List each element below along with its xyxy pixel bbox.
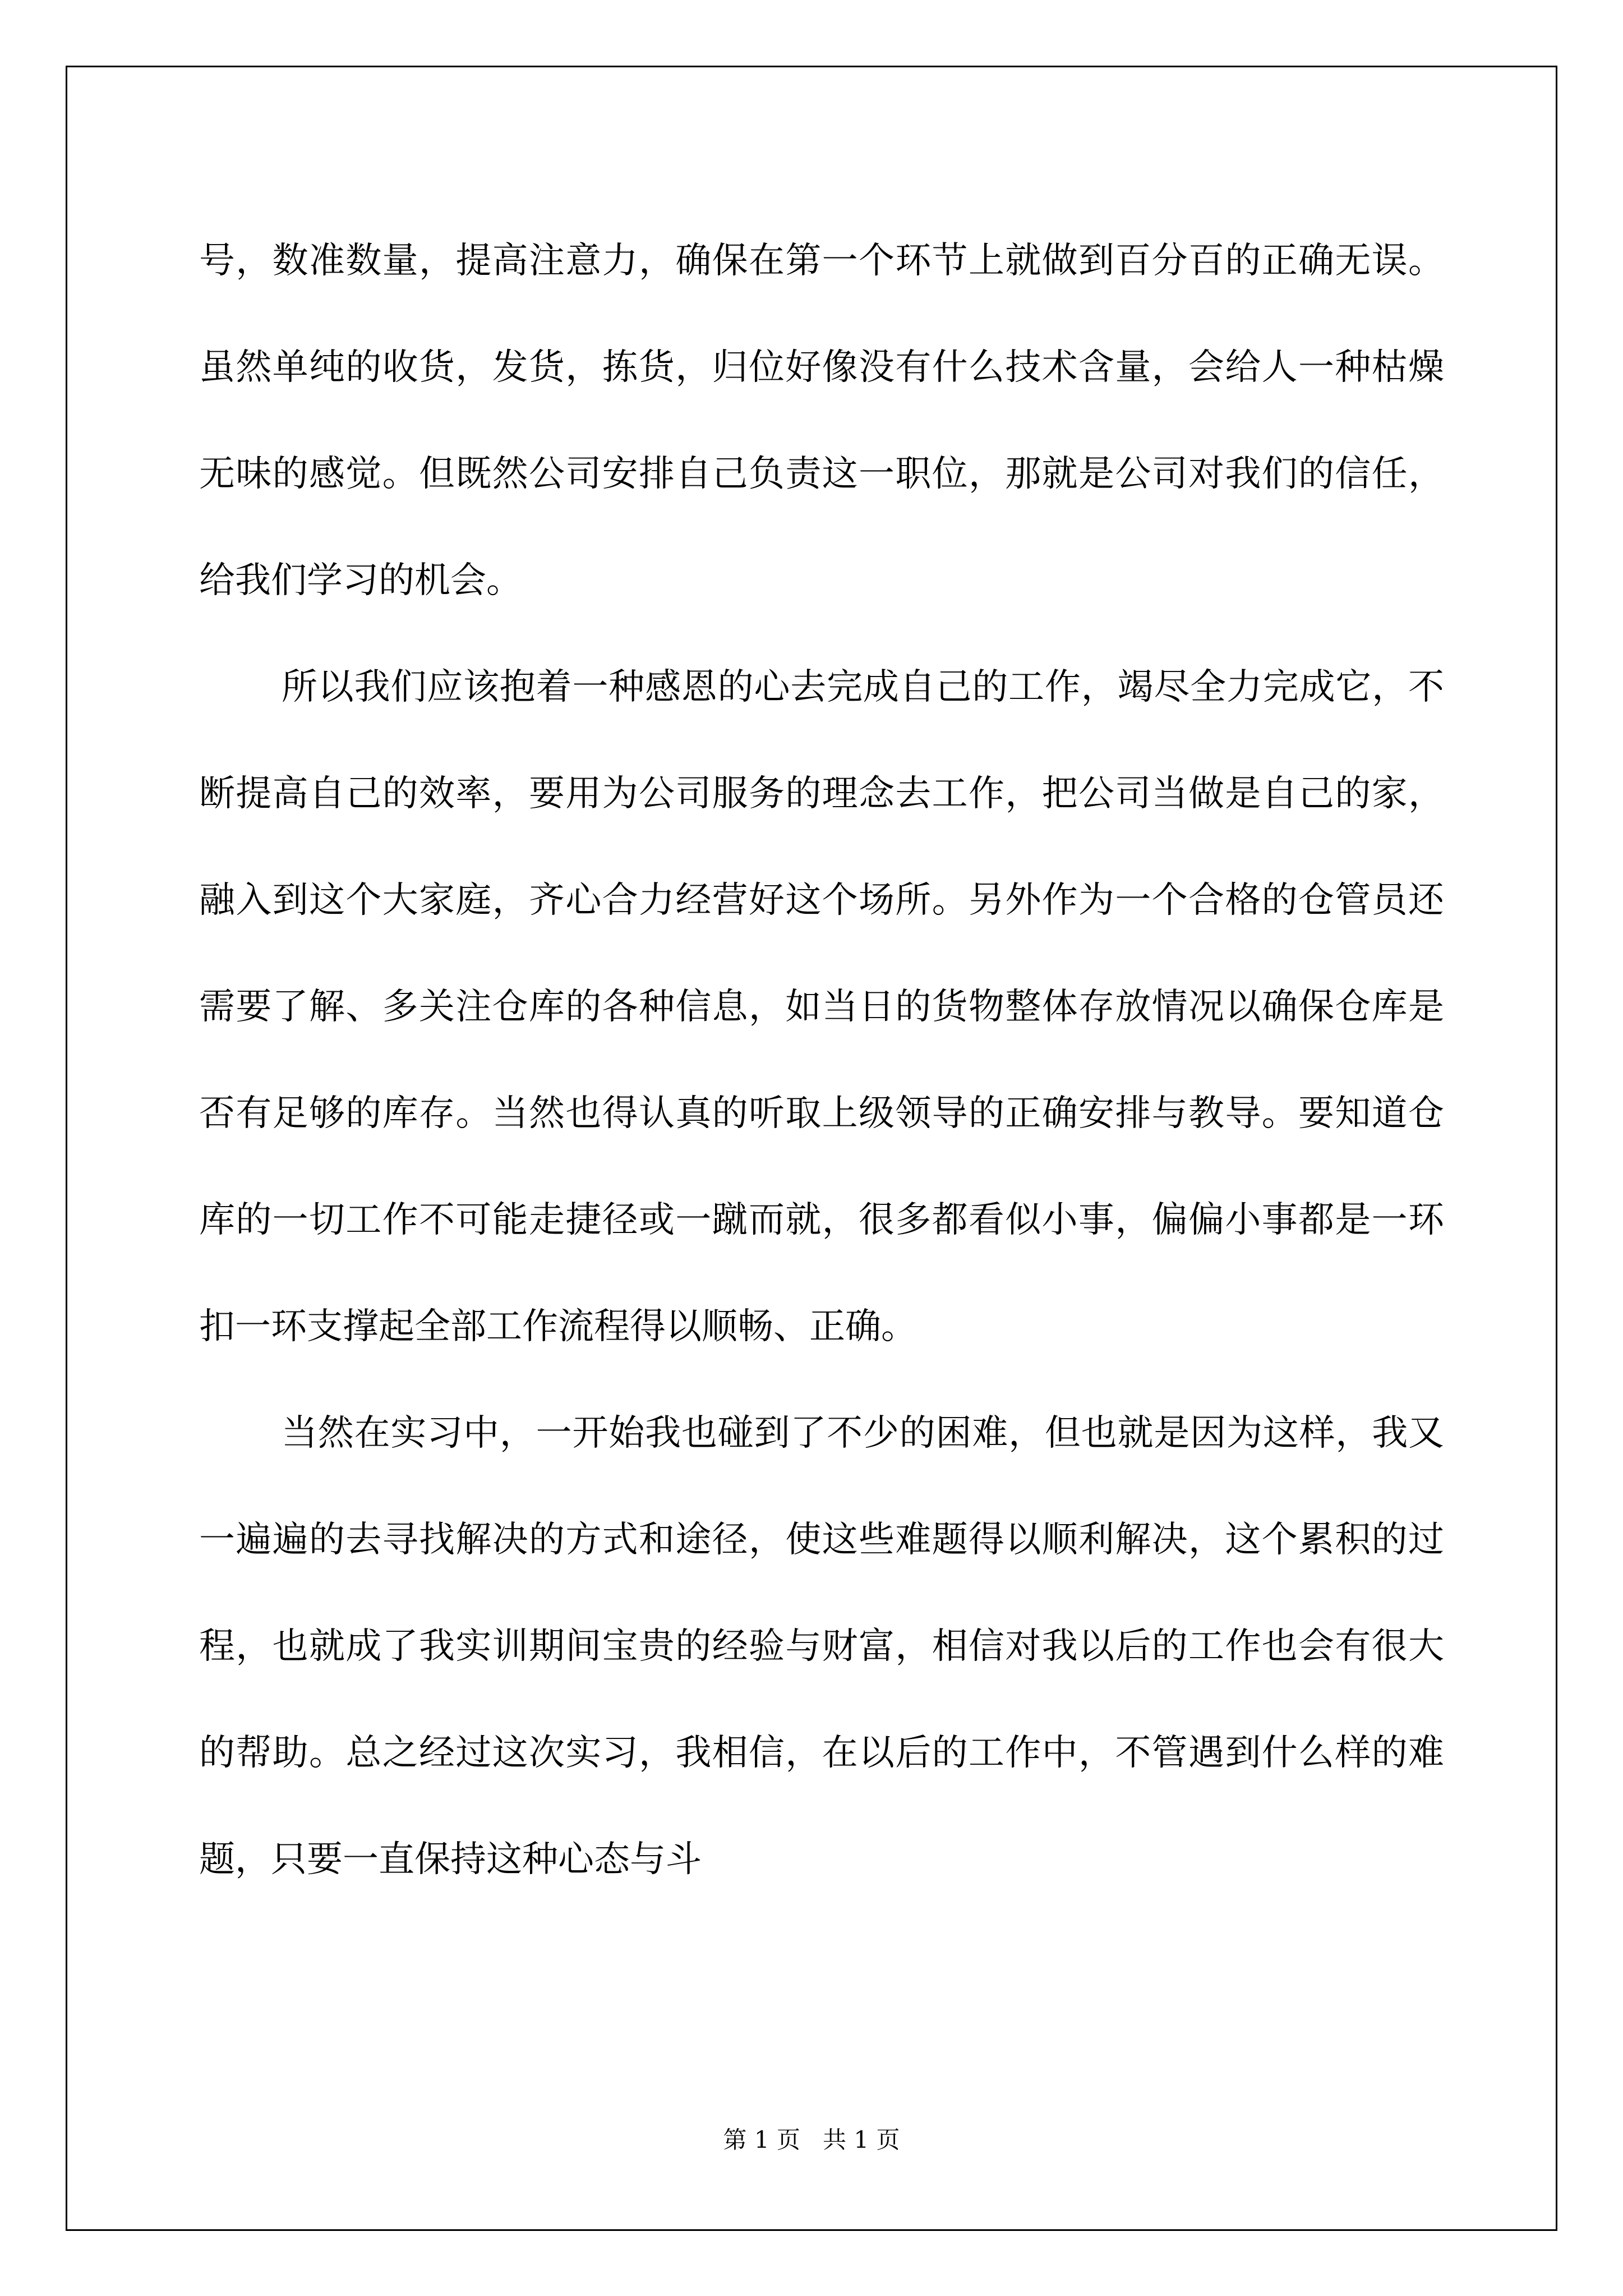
paragraph-2: 所以我们应该抱着一种感恩的心去完成自己的工作，竭尽全力完成它，不断提高自己的效率，要用为公司服务的理念去工作，把公司当做是自己的家，融入到这个大家庭，齐心合力经营好这个场所。另外作为一个合格的仓管员还需要了解、多关注仓库的各种信息，如当日的货物整体存放情况以确保仓库是否有足够的库存。当然也得认真的听取上级领导的正确安排与教导。要知道仓库的一切工作不可能走捷径或一蹴而就，很多都看似小事，偏偏小事都是一环扣一环支撑起全部工作流程得以顺畅、正确。 [199, 666, 1444, 1347]
page-footer: 第 1 页 共 1 页 [723, 2126, 900, 2154]
document-body [199, 208, 1444, 1913]
paragraph-1: 号，数准数量，提高注意力，确保在第一个环节上就做到百分百的正确无误。虽然单纯的收货，发货，拣货，归位好像没有什么技术含量，会给人一种枯燥无味的感觉。但既然公司安排自己负责这一职位，那就是公司对我们的信任，给我们学习的机会。 [199, 240, 1444, 601]
paragraph-3: 当然在实习中，一开始我也碰到了不少的困难，但也就是因为这样，我又一遍遍的去寻找解决的方式和途径，使这些难题得以顺利解决，这个累积的过程，也就成了我实训期间宝贵的经验与财富，相信对我以后的工作也会有很大的帮助。总之经过这次实习，我相信，在以后的工作中，不管遇到什么样的难题，只要一直保持这种心态与斗 [199, 1412, 1444, 1880]
